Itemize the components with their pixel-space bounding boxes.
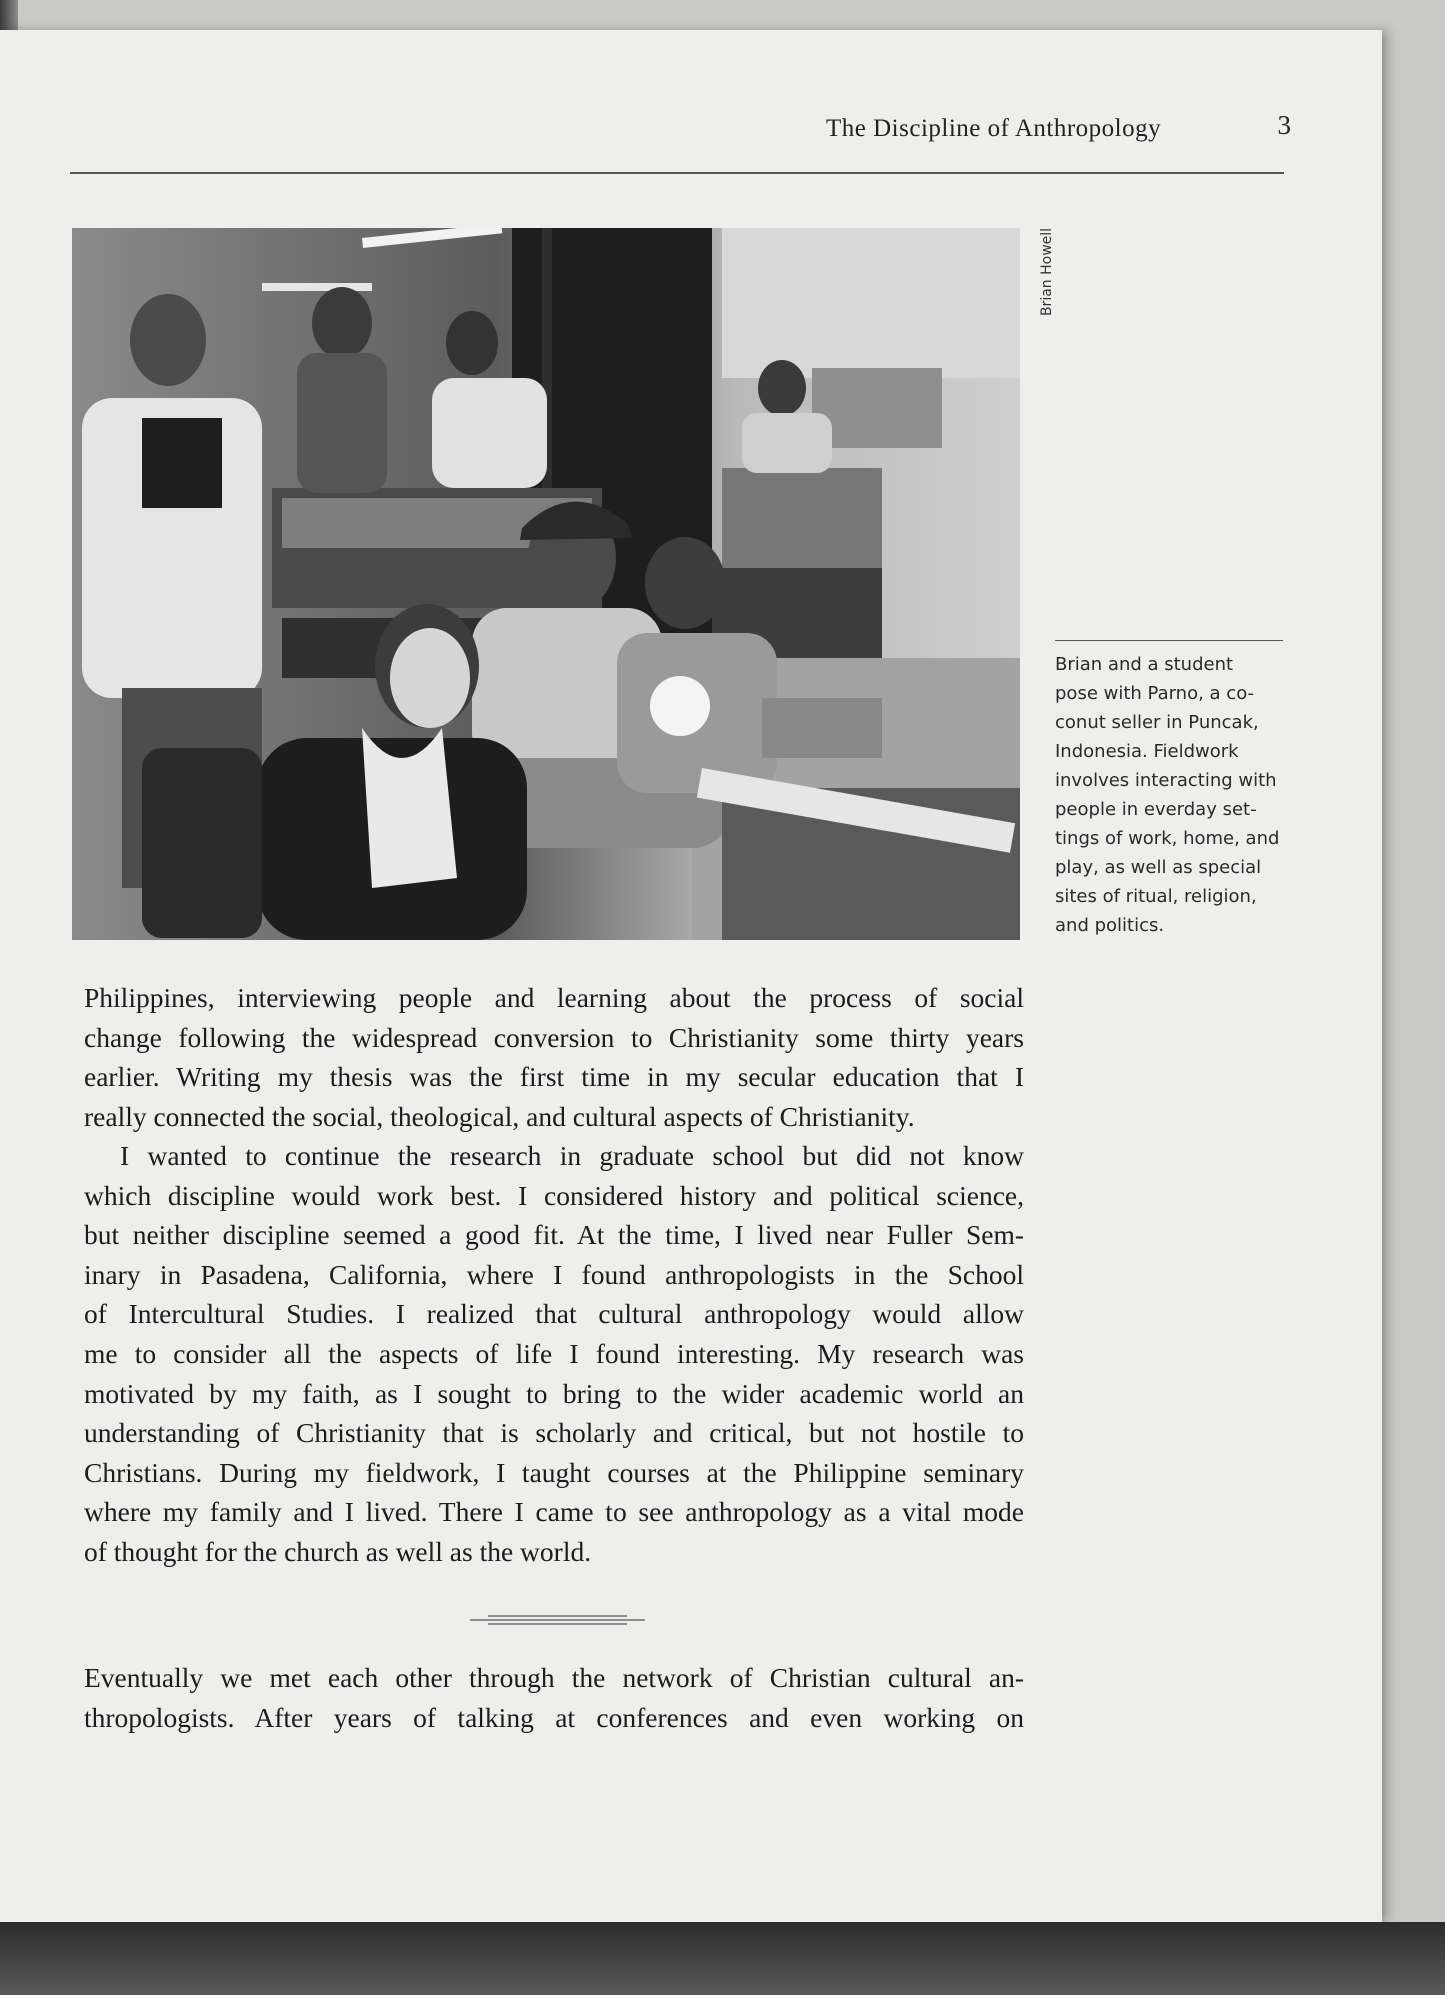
section-break-ornament-icon	[470, 1612, 645, 1632]
text-line: Philippines, interviewing people and learning about the process of social	[84, 982, 1024, 1013]
caption-line: pose with Parno, a co-	[1055, 683, 1255, 704]
caption-line: tings of work, home, and	[1055, 828, 1280, 849]
caption-line: conut seller in Puncak,	[1055, 712, 1259, 733]
caption-line: sites of ritual, religion,	[1055, 886, 1257, 907]
page-number: 3	[1277, 110, 1291, 140]
running-head: The Discipline of Anthropology	[826, 115, 1162, 142]
body-paragraph-2	[84, 1136, 1024, 1572]
text-line: motivated by my faith, as I sought to bring to the wider academic world an	[84, 1377, 1024, 1409]
caption-line: Indonesia. Fieldwork	[1055, 741, 1239, 762]
caption-line: play, as well as special	[1055, 857, 1262, 878]
text-line: me to consider all the aspects of life I found interesting. My research was	[84, 1337, 1024, 1369]
text-line: earlier. Writing my thesis was the first time in my secular education that I	[84, 1061, 1024, 1093]
caption-line: people in everday set-	[1055, 799, 1257, 820]
text-line: but neither discipline seemed a good fit. At the time, I lived near Fuller Sem-	[84, 1219, 1024, 1251]
photo-caption	[1055, 650, 1295, 940]
text-line: Eventually we met each other through the network of Christian cultural an-	[84, 1662, 1024, 1693]
body-paragraph-3	[84, 1658, 1024, 1737]
body-paragraph-1	[84, 978, 1024, 1136]
text-line: where my family and I lived. There I came to see anthropology as a vital mode	[84, 1496, 1024, 1528]
header-rule	[70, 172, 1284, 174]
fieldwork-photo	[72, 228, 1020, 940]
caption-line: involves interacting with	[1055, 770, 1277, 791]
caption-line: and politics.	[1055, 915, 1165, 936]
text-line: of thought for the church as well as the world.	[84, 1535, 592, 1567]
text-line: inary in Pasadena, California, where I found anthropologists in the School	[84, 1258, 1024, 1290]
photo-credit-text: Brian Howell	[1039, 227, 1055, 317]
caption-line: Brian and a student	[1055, 654, 1234, 675]
text-line: of Intercultural Studies. I realized that cultural anthropology would allow	[84, 1298, 1024, 1330]
text-line: really connected the social, theological, and cultural aspects of Christianity.	[84, 1100, 915, 1132]
text-line: thropologists. After years of talking at conferences and even working on	[84, 1701, 1024, 1733]
text-line: change following the widespread conversion to Christianity some thirty years	[84, 1021, 1024, 1053]
table-surface-shadow	[0, 1922, 1445, 1995]
text-line: which discipline would work best. I considered history and political science,	[84, 1179, 1024, 1211]
text-line: understanding of Christianity that is scholarly and critical, but not hostile to	[84, 1417, 1024, 1449]
text-line: I wanted to continue the research in graduate school but did not know	[120, 1140, 1024, 1171]
photo-fieldwork-market-icon	[72, 228, 1020, 940]
photo-credit	[1033, 222, 1057, 330]
caption-rule	[1055, 640, 1283, 641]
text-line: Christians. During my fieldwork, I taught courses at the Philippine seminary	[84, 1456, 1024, 1488]
